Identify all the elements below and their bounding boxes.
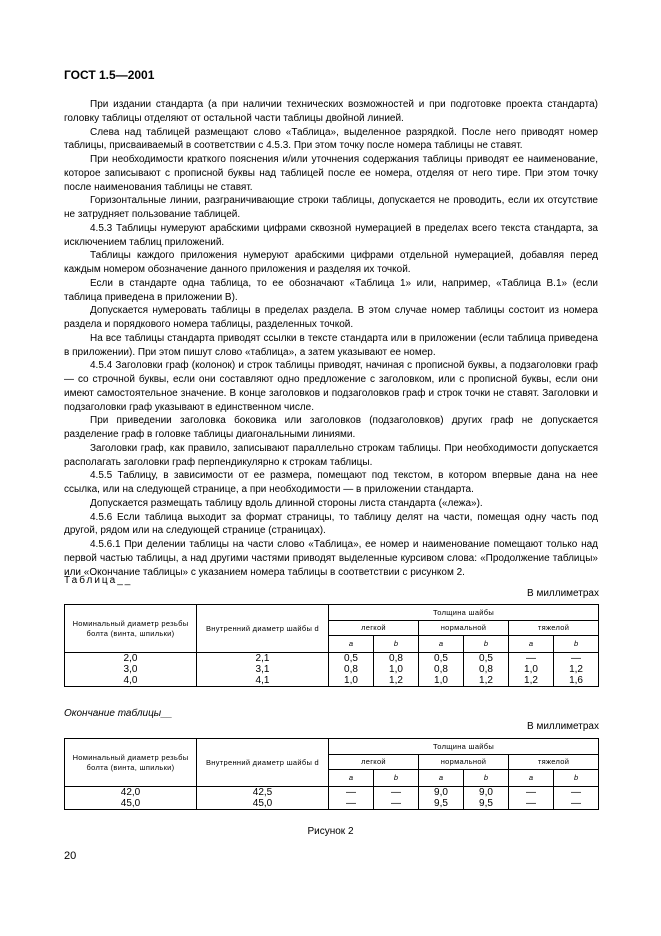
paragraph: Допускается нумеровать таблицы в пределах раздела. В этом случае номер таблицы состоит из номера раздела и порядкового номера таблицы, разделенных точкой. [64,305,598,330]
table-cell: 1,0 [509,664,554,675]
subheader: b [374,770,419,787]
subheader: a [419,636,464,653]
table-cell: — [329,787,374,799]
table-continuation-label: Окончание таблицы__ [64,708,173,719]
subheader: a [329,770,374,787]
table-cell: 1,2 [464,675,509,687]
paragraph: При приведении заголовка боковика или заголовков (подзаголовков) других граф не допускается разделение граф в головке таблицы диагональными линиями. [64,415,598,440]
subheader: a [329,636,374,653]
table-cell: 0,8 [374,653,419,665]
paragraph: При необходимости краткого пояснения и/или уточнения содержания таблицы приводят ее наименование, которое записывают с прописной буквы над таблицей после ее номера, отделяя от него тире. При этом точку после наименования таблицы не ставят. [64,154,598,193]
table-row [65,653,599,665]
table-cell: 42,5 [197,787,329,799]
paragraph: На все таблицы стандарта приводят ссылки в тексте стандарта или в приложении (если таблица приведена в приложении). При этом пишут слово «таблица», а затем указывают ее номер. [64,332,598,358]
table-cell: 4,1 [197,675,329,687]
column-header: Внутренний диаметр шайбы d [197,739,329,787]
table-row [65,675,599,687]
table-cell: — [509,653,554,665]
table-cell: 0,5 [419,653,464,665]
subheader: легкой [329,755,419,770]
page-number: 20 [64,850,77,862]
table-cell: 9,5 [464,798,509,810]
table-cell: 1,0 [419,675,464,687]
table-cell: — [554,798,599,810]
table-row [65,787,599,799]
body-text [64,98,598,579]
subheader: b [464,770,509,787]
table-cell: 2,0 [65,653,197,665]
table-cell: — [329,798,374,810]
subheader: легкой [329,621,419,636]
subheader: тяжелой [509,755,599,770]
table-cell: 9,0 [419,787,464,799]
paragraph: При издании стандарта (а при наличии технических возможностей и при подготовке проекта стандарта) головку таблицы отделяют от остальной части таблицы двойной линией. [64,99,598,124]
subheader: нормальной [419,755,509,770]
units-note: В миллиметрах [527,588,599,599]
column-header: Номинальный диаметр резьбы болта (винта, шпильки) [65,605,197,653]
table-cell: — [374,787,419,799]
table-cell: 0,8 [329,664,374,675]
paragraph: Если в стандарте одна таблица, то ее обозначают «Таблица 1» или, например, «Таблица В.1» (если таблица приведена в приложении В). [64,277,598,303]
table-cell: 1,2 [374,675,419,687]
table-cell: 3,1 [197,664,329,675]
table-cell: 1,0 [374,664,419,675]
paragraph: 4.5.5 Таблицу, в зависимости от ее размера, помещают под текстом, в котором впервые дана на нее ссылка, или на следующей странице, а при необходимости — в приложении стандарта. [64,470,598,495]
column-header: Внутренний диаметр шайбы d [197,605,329,653]
subheader: b [464,636,509,653]
units-note: В миллиметрах [527,721,599,732]
subheader: b [554,770,599,787]
table-cell: 1,0 [329,675,374,687]
table-cell: 2,1 [197,653,329,665]
column-header: Толщина шайбы [329,605,599,621]
table-cell: 0,5 [464,653,509,665]
table-cell: 0,8 [419,664,464,675]
table-cell: 45,0 [65,798,197,810]
table-cell: — [554,653,599,665]
paragraph: Слева над таблицей размещают слово «Таблица», выделенное разрядкой. После него приводят номер таблицы, присваиваемый в соответствии с 4.5.3. При этом точку после номера таблицы не ставят. [64,126,598,152]
table-cell: 1,2 [509,675,554,687]
paragraph: Заголовки граф, как правило, записывают параллельно строкам таблицы. При необходимости допускается располагать заголовки граф перпендикулярно к строкам таблицы. [64,442,598,468]
table-cell: 0,8 [464,664,509,675]
table-row [65,798,599,810]
paragraph: 4.5.3 Таблицы нумеруют арабскими цифрами сквозной нумерацией в пределах всего текста стандарта, за исключением таблиц приложений. [64,222,598,248]
table-cell: 9,5 [419,798,464,810]
example-table-end [64,738,599,810]
example-table [64,604,599,687]
document-header: ГОСТ 1.5—2001 [64,68,155,82]
table-cell: — [509,798,554,810]
paragraph: Таблицы каждого приложения нумеруют арабскими цифрами отдельной нумерацией, добавляя перед каждым номером обозначение данного приложения и разделяя их точкой. [64,250,598,275]
table-cell: 3,0 [65,664,197,675]
table-cell: 0,5 [329,653,374,665]
table-row [65,664,599,675]
subheader: нормальной [419,621,509,636]
subheader: a [419,770,464,787]
subheader: b [554,636,599,653]
subheader: a [509,636,554,653]
table-cell: 42,0 [65,787,197,799]
paragraph: Допускается размещать таблицу вдоль длинной стороны листа стандарта («лежа»). [90,497,483,509]
table-cell: — [554,787,599,799]
table-cell: — [509,787,554,799]
table-cell: 45,0 [197,798,329,810]
subheader: тяжелой [509,621,599,636]
paragraph: 4.5.6 Если таблица выходит за формат страницы, то таблицу делят на части, помещая одну часть под другой, рядом или на следующей странице (страницах). [64,511,598,537]
table-cell: 1,6 [554,675,599,687]
paragraph: Горизонтальные линии, разграничивающие строки таблицы, допускается не проводить, если их отсутствие не затрудняет пользование таблицей. [64,195,598,220]
subheader: a [509,770,554,787]
table-cell: 4,0 [65,675,197,687]
paragraph: 4.5.6.1 При делении таблицы на части слово «Таблица», ее номер и наименование помещают только над первой частью таблицы, а над другими частями приводят выделенные курсивом слова: «Продолжение таблицы» или «Окончание таблицы» с указанием номера таблицы в соответствии с рисунком 2. [64,539,598,578]
table-label: Таблица__ [64,575,133,586]
column-header: Толщина шайбы [329,739,599,755]
figure-caption: Рисунок 2 [307,826,354,837]
table-cell: — [374,798,419,810]
table-cell: 9,0 [464,787,509,799]
paragraph: 4.5.4 Заголовки граф (колонок) и строк таблицы приводят, начиная с прописной буквы, а подзаголовки граф — со строчной буквы, если они составляют одно предложение с заголовком, или с прописной буквы, если они имеют самостоятельное значение. В конце заголовков и подзаголовков граф и строк точки не ставят. Заголовки и подзаголовки граф указывают в единственном числе. [64,360,598,413]
column-header: Номинальный диаметр резьбы болта (винта, шпильки) [65,739,197,787]
table-cell: 1,2 [554,664,599,675]
subheader: b [374,636,419,653]
